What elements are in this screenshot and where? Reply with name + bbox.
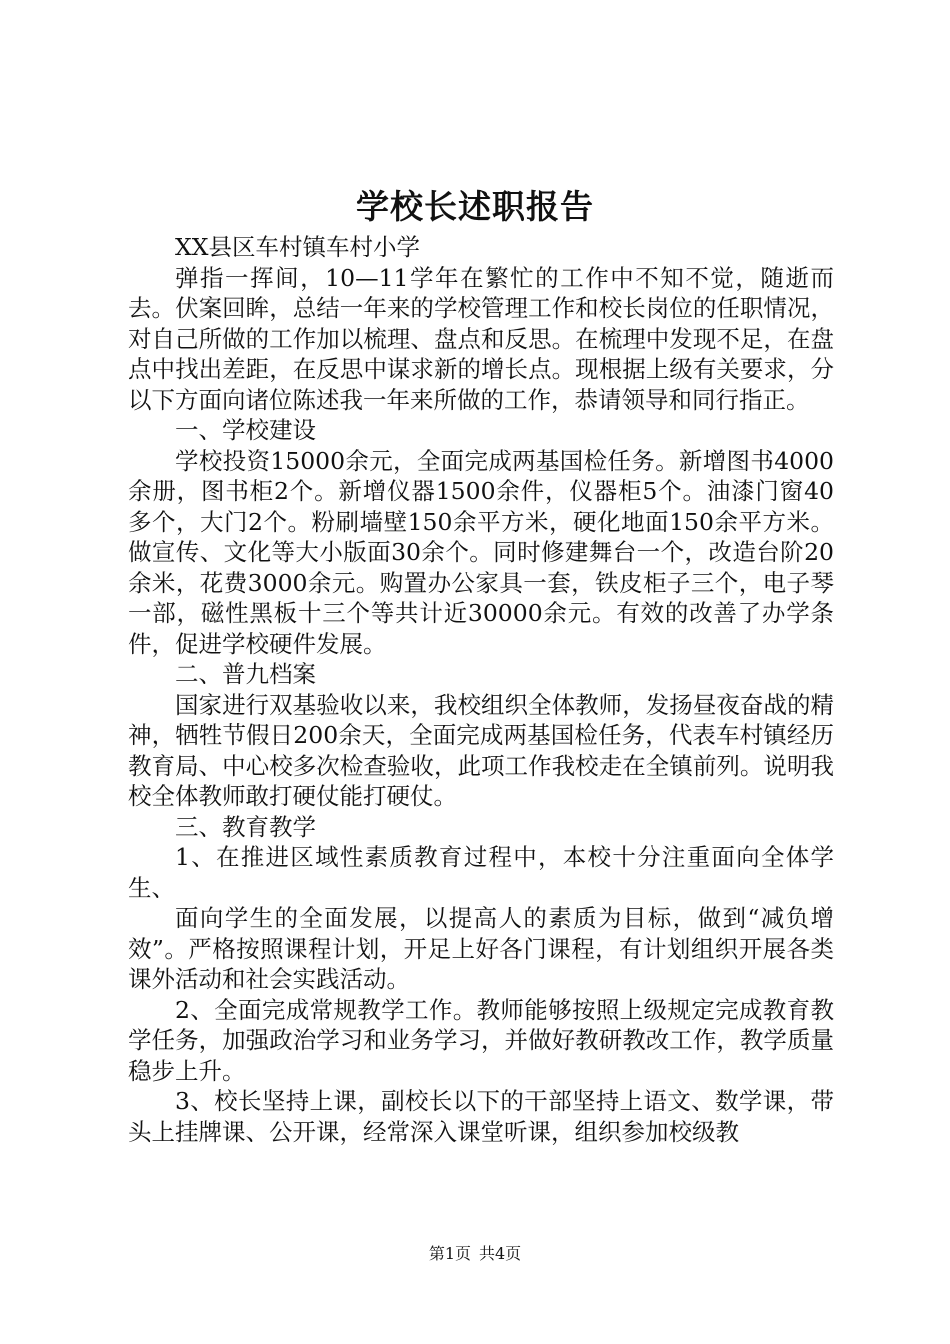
page-number: 第1页 (428, 1244, 471, 1263)
body-paragraph: 学校投资15000余元，全面完成两基国检任务。新增图书4000余册，图书柜2个。新增仪器1500余件，仪器柜5个。油漆门窗40多个，大门2个。粉刷墙壁150余平方米，硬化地面150余平方米。做宣传、文化等大小版面30余个。同时修建舞台一个，改造台阶20余米，花费3000余元。购置办公家具一套，铁皮柜子三个，电子琴一部，磁性黑板十三个等共计近30000余元。有效的改善了办学条件，促进学校硬件发展。 (128, 446, 834, 658)
page-total: 共4页 (479, 1244, 522, 1263)
section-heading: 三、教育教学 (175, 812, 316, 841)
document-body (128, 232, 834, 1147)
body-paragraph: 1、在推进区域性素质教育过程中，本校十分注重面向全体学生、 (128, 843, 834, 902)
body-paragraph: 弹指一挥间，10—11学年在繁忙的工作中不知不觉，随逝而去。伏案回眸，总结一年来的学校管理工作和校长岗位的任职情况，对自己所做的工作加以梳理、盘点和反思。在梳理中发现不足，在盘点中找出差距，在反思中谋求新的增长点。现根据上级有关要求，分以下方面向诸位陈述我一年来所做的工作，恭请领导和同行指正。 (128, 263, 834, 414)
section-heading: 二、普九档案 (175, 660, 316, 688)
body-paragraph: 面向学生的全面发展，以提高人的素质为目标，做到“减负增效”。严格按照课程计划，开足上好各门课程，有计划组织开展各类课外活动和社会实践活动。 (128, 904, 834, 993)
document-title: 学校长述职报告 (356, 187, 594, 226)
school-name: XX县区车村镇车村小学 (175, 233, 420, 261)
body-paragraph: 3、校长坚持上课，副校长以下的干部坚持上语文、数学课，带头上挂牌课、公开课，经常深入课堂听课，组织参加校级教 (128, 1087, 834, 1146)
body-paragraph: 国家进行双基验收以来，我校组织全体教师，发扬昼夜奋战的精神，牺牲节假日200余天，全面完成两基国检任务，代表车村镇经历教育局、中心校多次检查验收，此项工作我校走在全镇前列。说明我校全体教师敢打硬仗能打硬仗。 (128, 690, 834, 810)
body-paragraph: 2、全面完成常规教学工作。教师能够按照上级规定完成教育教学任务，加强政治学习和业务学习，并做好教研教改工作，教学质量稳步上升。 (128, 995, 834, 1085)
page-footer (0, 1243, 950, 1265)
section-heading: 一、学校建设 (175, 416, 316, 444)
